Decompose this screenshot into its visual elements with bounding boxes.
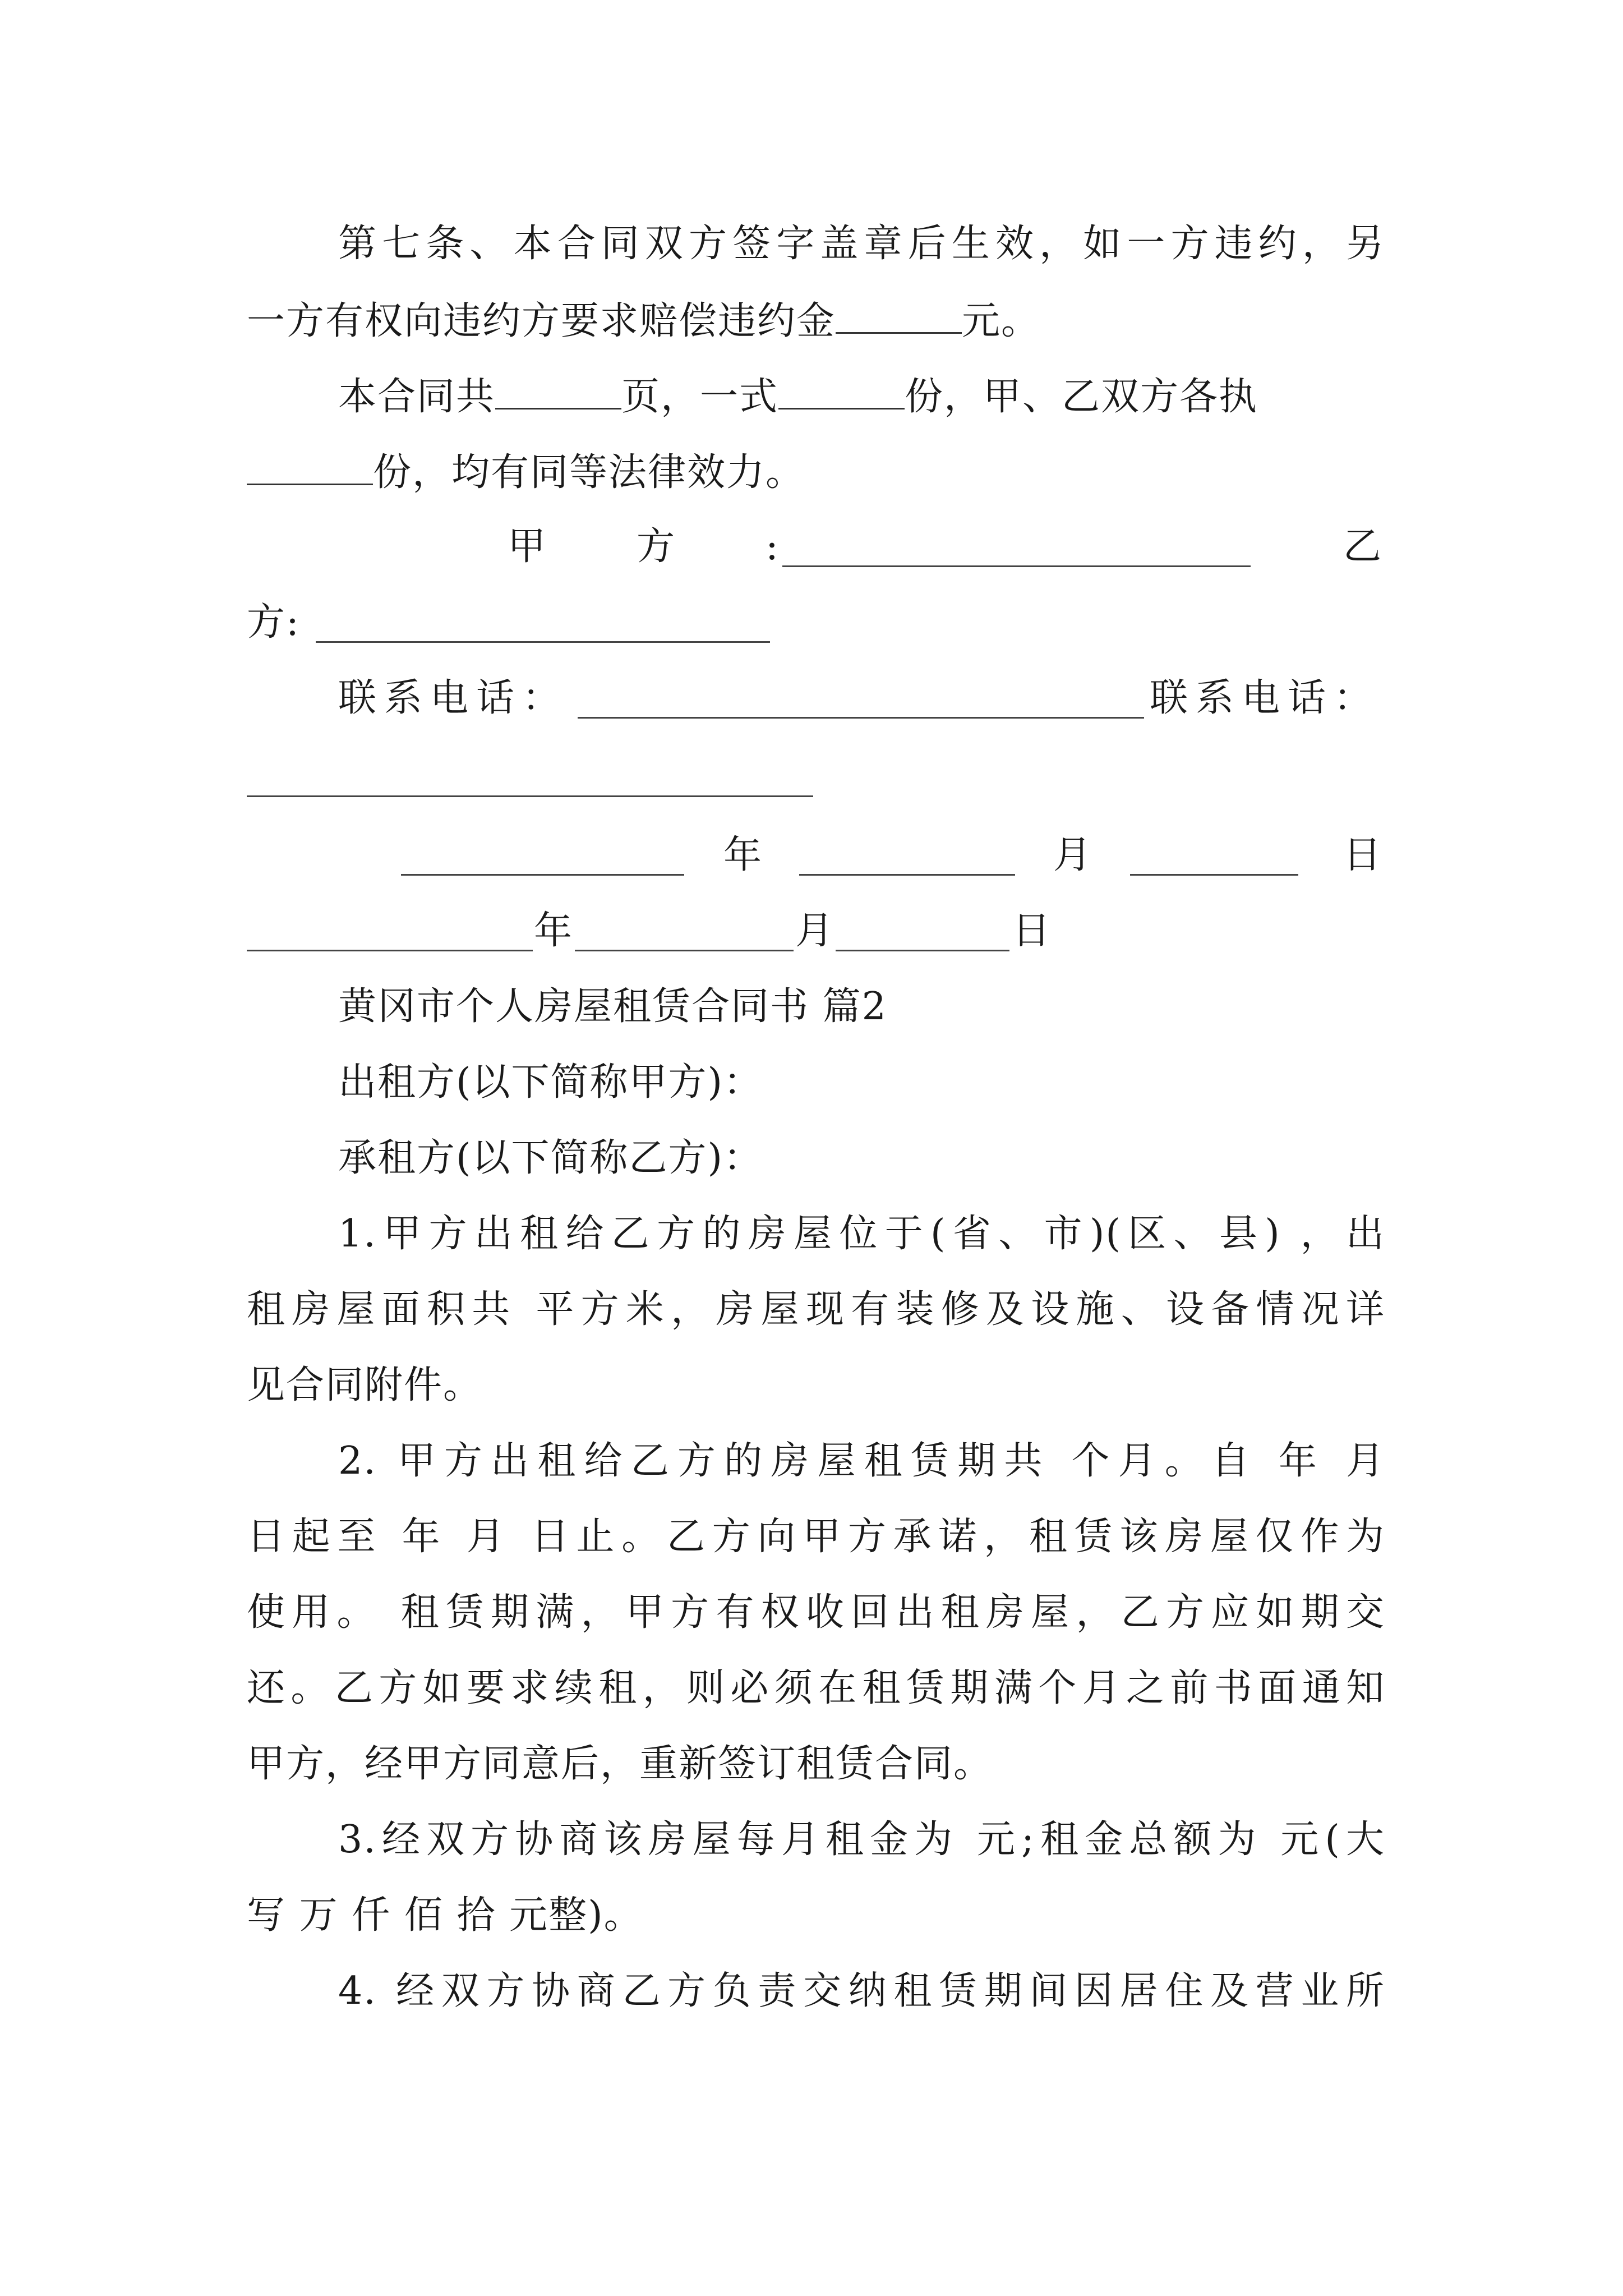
penalty-blank (836, 297, 962, 334)
date-a-year-line (401, 874, 684, 876)
copies-text-b: 页，一式 (621, 375, 779, 419)
copies-text-c: 份，甲、乙双方各执 (905, 375, 1258, 419)
party-b-phone-line (247, 795, 813, 797)
clause-2-line-4: 还。乙方如要求续租，则必须在租赁期满个月之前书面通知 (247, 1666, 1385, 1710)
copies-blank (778, 373, 905, 409)
date-a-month-label: 月 (1053, 833, 1093, 877)
party-b-char: 乙 (1343, 524, 1383, 569)
date-a-day-label: 日 (1343, 833, 1383, 877)
clause-2-line-1: 2. 甲方出租给乙方的房屋租赁期共 个月。自 年 月 (338, 1439, 1385, 1483)
clause-2-line-5: 甲方，经甲方同意后，重新签订租赁合同。 (247, 1742, 993, 1786)
clause-2-line-3: 使用。 租赁期满，甲方有权收回出租房屋，乙方应如期交 (247, 1590, 1385, 1635)
lessee-line: 承租方(以下简称乙方)： (338, 1136, 763, 1180)
copies-line-2 (247, 449, 1385, 495)
each-party-blank (247, 449, 373, 485)
party-a-char-1: 甲 (508, 524, 547, 569)
date-b-year-line (247, 950, 533, 951)
date-b-year-label: 年 (534, 909, 574, 953)
clause-1-line-3: 见合同附件。 (247, 1363, 483, 1407)
date-a-year-label: 年 (723, 833, 763, 877)
article-7-line-1: 第七条、本合同双方签字盖章后生效，如一方违约，另 (338, 222, 1385, 266)
date-a-day-line (1130, 874, 1298, 876)
party-a-colon: : (766, 524, 780, 569)
date-b-day-label: 日 (1012, 909, 1052, 953)
date-b-month-line (575, 950, 794, 951)
copies-text-a: 本合同共 (338, 375, 496, 419)
party-b-label: 方: (247, 600, 300, 645)
party-a-phone-label: 联系电话： (338, 676, 569, 720)
copies-text-d: 份，均有同等法律效力。 (373, 450, 805, 495)
article-7-line-2 (247, 297, 1385, 344)
clause-4-line-1: 4. 经双方协商乙方负责交纳租赁期间因居住及营业所 (338, 1969, 1385, 2013)
lessor-line: 出租方(以下简称甲方)： (338, 1060, 763, 1105)
clause-3-line-1: 3.经双方协商该房屋每月租金为 元;租金总额为 元(大 (338, 1818, 1385, 1862)
date-b-day-line (836, 950, 1009, 951)
date-a-month-line (799, 874, 1015, 876)
date-b-month-label: 月 (795, 909, 835, 953)
party-a-phone-line (578, 717, 1144, 719)
article-7-unit: 元。 (962, 299, 1041, 343)
clause-2-line-2: 日起至 年 月 日止。乙方向甲方承诺，租赁该房屋仅作为 (247, 1515, 1385, 1559)
party-b-signature-line (316, 641, 770, 643)
clause-3-line-2: 写 万 仟 佰 拾 元整)。 (247, 1893, 643, 1938)
copies-line-1 (338, 373, 1385, 420)
section-title: 黄冈市个人房屋租赁合同书 篇2 (338, 984, 887, 1029)
clause-1-line-1: 1.甲方出租给乙方的房屋位于(省、市)(区、县) ，出 (338, 1212, 1385, 1256)
party-b-phone-label: 联系电话： (1150, 676, 1380, 720)
pages-blank (495, 373, 621, 409)
article-7-text: 一方有权向违约方要求赔偿违约金 (247, 299, 836, 343)
clause-1-line-2: 租房屋面积共 平方米，房屋现有装修及设施、设备情况详 (247, 1287, 1385, 1332)
party-a-char-2: 方 (637, 524, 676, 569)
party-a-signature-line (782, 565, 1251, 567)
